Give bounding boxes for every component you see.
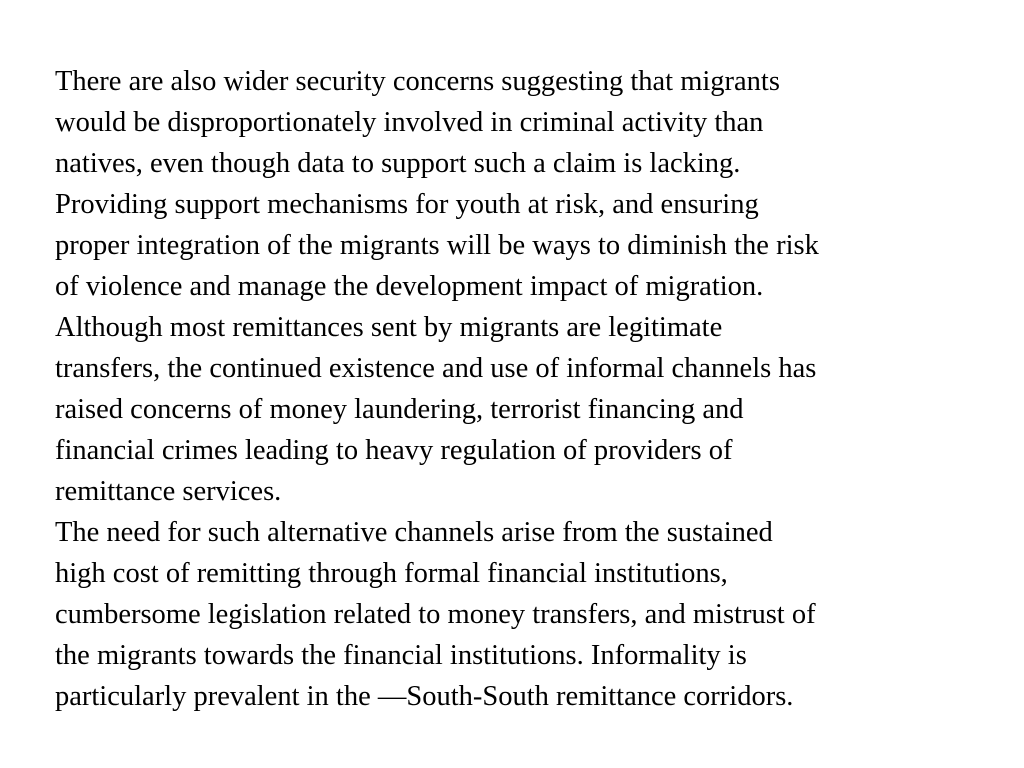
text-line: the migrants towards the financial institutions. Informality is bbox=[55, 640, 747, 671]
text-line: raised concerns of money laundering, terrorist financing and bbox=[55, 394, 744, 425]
text-line: financial crimes leading to heavy regulation of providers of bbox=[55, 435, 733, 466]
text-line: transfers, the continued existence and use of informal channels has bbox=[55, 353, 817, 384]
text-line: remittance services. bbox=[55, 476, 282, 507]
text-line: The need for such alternative channels arise from the sustained bbox=[55, 517, 773, 548]
text-line: cumbersome legislation related to money transfers, and mistrust of bbox=[55, 599, 816, 630]
text-line: natives, even though data to support such a claim is lacking. bbox=[55, 148, 741, 179]
text-line: There are also wider security concerns suggesting that migrants bbox=[55, 66, 780, 97]
body-text bbox=[55, 61, 995, 717]
text-line: Although most remittances sent by migrants are legitimate bbox=[55, 312, 723, 343]
text-line: Providing support mechanisms for youth at risk, and ensuring bbox=[55, 189, 759, 220]
text-line: proper integration of the migrants will be ways to diminish the risk bbox=[55, 230, 819, 261]
text-line: of violence and manage the development impact of migration. bbox=[55, 271, 764, 302]
text-line: particularly prevalent in the ―South-South remittance corridors. bbox=[55, 681, 794, 712]
text-line: high cost of remitting through formal financial institutions, bbox=[55, 558, 728, 589]
text-line: would be disproportionately involved in criminal activity than bbox=[55, 107, 764, 138]
